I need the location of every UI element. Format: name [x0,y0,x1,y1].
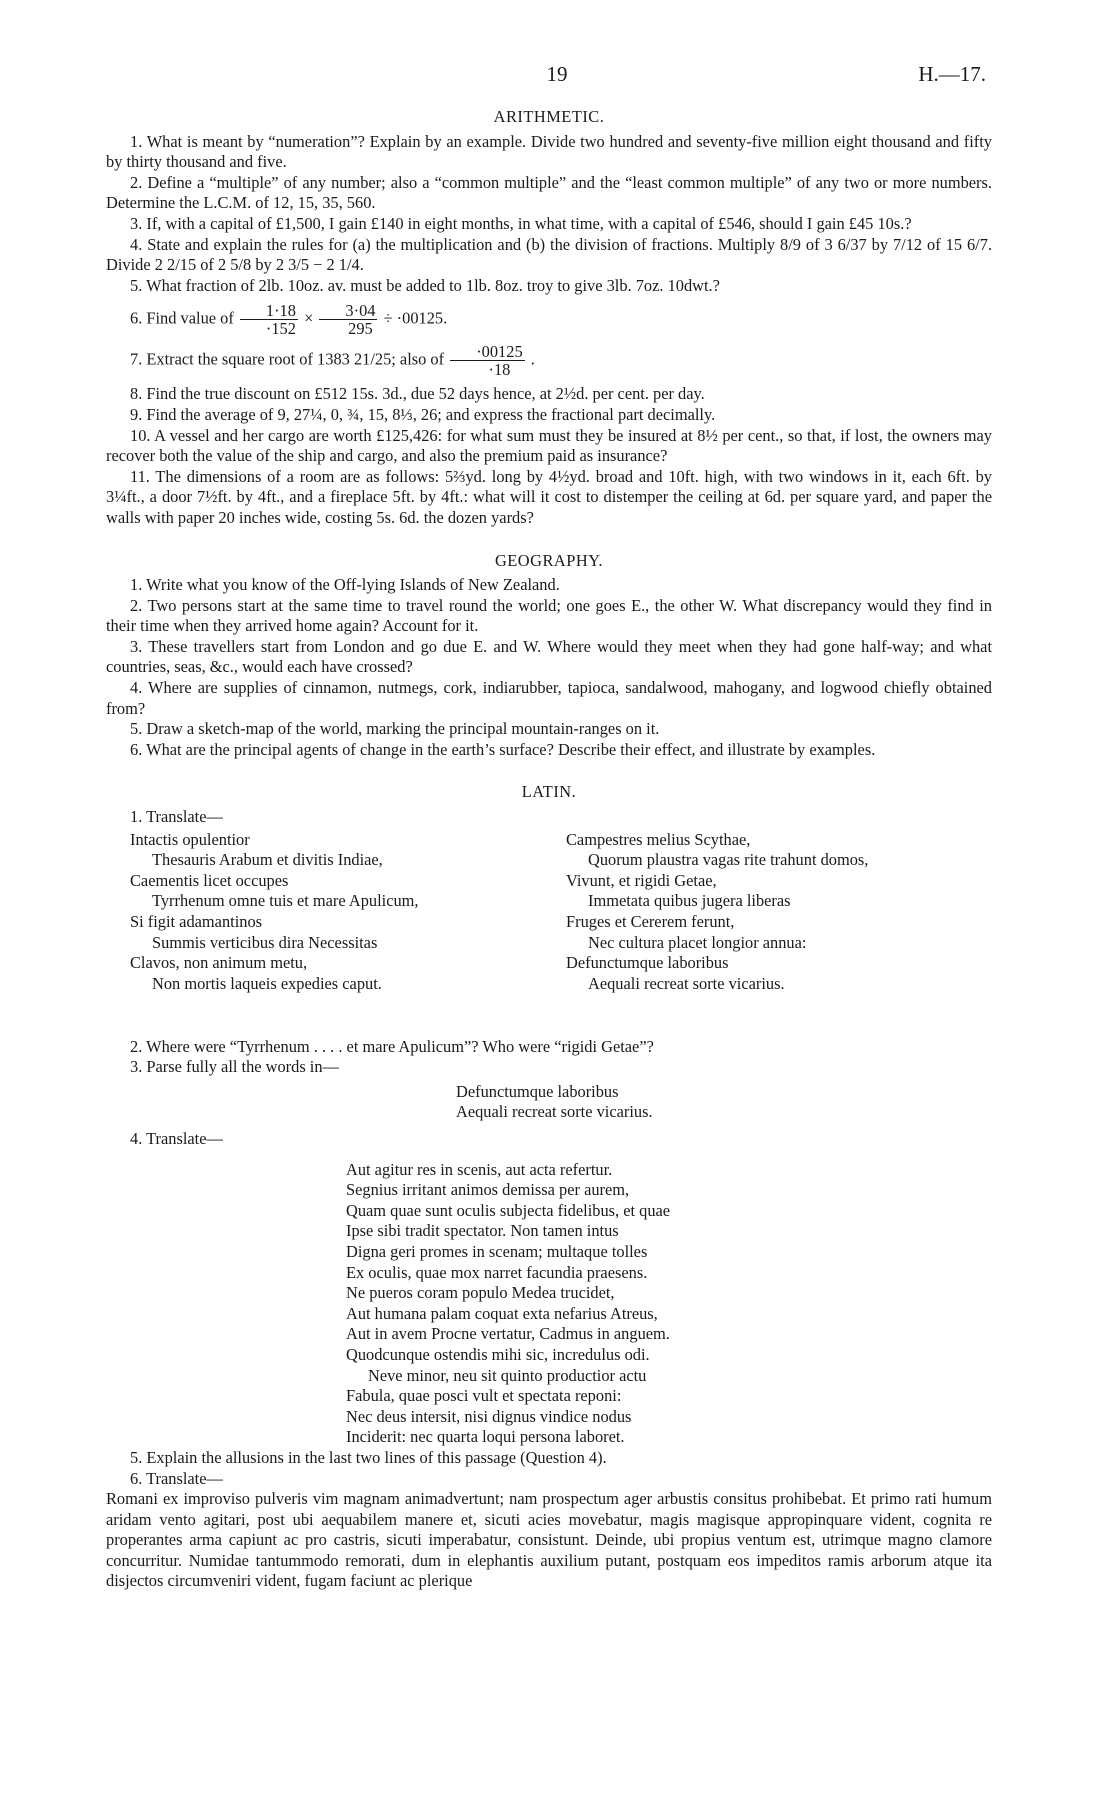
poem-line: Nec deus intersit, nisi dignus vindice nodus [346,1406,632,1426]
poem-line: Aut agitur res in scenis, aut acta refertur. [346,1159,613,1179]
ode-line: Clavos, non animum metu, [130,953,308,973]
ode-line: Caementis licet occupes [130,870,289,890]
arithmetic-question-5: 5. What fraction of 2lb. 10oz. av. must be added to 1lb. 8oz. troy to give 3lb. 7oz. 10dwt.? [130,275,720,295]
ode-line: Tyrrhenum omne tuis et mare Apulicum, [152,891,419,911]
arithmetic-question-10: 10. A vessel and her cargo are worth £125,426: for what sum must they be insured at 8½ per cent., so that, if lost, the owners may recover both the value of the ship and cargo, and also the premium paid as insurance? [106,425,992,466]
ode-line: Thesauris Arabum et divitis Indiae, [152,850,383,870]
ode-line: Nec cultura placet longior annua: [588,932,807,952]
poem-line: Quodcunque ostendis mihi sic, incredulus odi. [346,1344,650,1364]
q6-prefix: 6. Find value of [130,308,234,328]
q6-fraction-2 [319,302,377,337]
geography-heading: GEOGRAPHY. [494,550,604,570]
poem-line: Quam quae sunt oculis subjecta fidelibus, et quae [346,1200,671,1220]
ode-line: Non mortis laqueis expedies caput. [152,973,382,993]
ode-line: Vivunt, et rigidi Getae, [566,870,717,890]
latin-question-1-label: 1. Translate— [130,807,223,827]
arithmetic-question-9: 9. Find the average of 9, 27¼, 0, ¾, 15, 8⅓, 26; and express the fractional part decimally. [130,404,716,424]
geography-question-5: 5. Draw a sketch-map of the world, marking the principal mountain-ranges on it. [130,719,660,739]
ode-line: Defunctumque laboribus [566,953,729,973]
parse-line: Aequali recreat sorte vicarius. [456,1102,653,1122]
geography-question-6: 6. What are the principal agents of change in the earth’s surface? Describe their effect, and illustrate by examples. [130,739,876,759]
q6-tail: ÷ ·00125. [383,308,448,328]
latin-heading: LATIN. [521,782,577,802]
ode-line: Immetata quibus jugera liberas [588,891,791,911]
arithmetic-question-6 [106,302,992,337]
ode-line: Fruges et Cererem ferunt, [566,912,735,931]
arithmetic-question-3: 3. If, with a capital of £1,500, I gain £140 in eight months, in what time, with a capital of £546, should I gain £45 10s.? [130,213,912,233]
poem-line: Inciderit: nec quarta loqui persona laboret. [346,1427,625,1447]
page-number: 19 [546,62,568,86]
horace-passage [106,1160,992,1448]
ode-line: Si figit adamantinos [130,912,263,931]
q7-numerator: ·00125 [450,343,524,361]
ode-line: Quorum plaustra vagas rite trahunt domos, [588,850,869,870]
arithmetic-question-8: 8. Find the true discount on £512 15s. 3d., due 52 days hence, at 2½d. per cent. per day. [130,384,705,404]
q6-times: × [304,308,314,328]
ode-left-column [130,830,419,995]
ode-line: Intactis opulentior [130,829,250,849]
latin-question-2: 2. Where were “Tyrrhenum . . . . et mare Apulicum”? Who were “rigidi Getae”? [130,1036,654,1056]
q6-f2-denominator: 295 [348,319,373,339]
latin-question-3: 3. Parse fully all the words in— [130,1057,339,1077]
latin-question-4-label: 4. Translate— [130,1129,223,1148]
poem-line: Aut humana palam coquat exta nefarius Atreus, [346,1303,658,1323]
q6-f2-numerator: 3·04 [319,302,377,320]
geography-question-3: 3. These travellers start from London and go due E. and W. Where would they meet when they had gone half-way; and what countries, seas, &c., would each have crossed? [106,636,992,677]
q7-denominator: ·18 [488,360,511,380]
arithmetic-section [106,107,992,529]
poem-line: Ne pueros coram populo Medea trucidet, [346,1283,615,1303]
latin-question-3-lines [106,1082,992,1123]
arithmetic-question-4: 4. State and explain the rules for (a) the multiplication and (b) the division of fractions. Multiply 8/9 of 3 6/37 by 7/12 of 15 6/7. Divide 2 2/15 of 2 5/8 by 2 3/5 − 2 1/4. [106,234,992,275]
latin-ode-passage [106,830,992,1037]
arithmetic-question-7 [106,343,992,378]
q7-prefix: 7. Extract the square root of 1383 21/25; also of [130,349,445,369]
q7-fraction [450,343,524,378]
ode-line: Aequali recreat sorte vicarius. [588,973,785,993]
poem-line: Fabula, quae posci vult et spectata reponi: [346,1386,622,1406]
arithmetic-question-2: 2. Define a “multiple” of any number; also a “common multiple” and the “least common multiple” of any two or more numbers. Determine the L.C.M. of 12, 15, 35, 560. [106,172,992,213]
geography-question-2: 2. Two persons start at the same time to travel round the world; one goes E., the other W. What discrepancy would they find in their time when they arrived home again? Account for it. [106,595,992,636]
poem-line: Ipse sibi tradit spectator. Non tamen intus [346,1221,619,1241]
poem-line: Segnius irritant animos demissa per aurem, [346,1180,630,1200]
poem-line: Aut in avem Procne vertatur, Cadmus in anguem. [346,1324,670,1344]
q6-f1-numerator: 1·18 [240,302,298,320]
poem-line: Neve minor, neu sit quinto productior actu [368,1365,647,1385]
q6-f1-denominator: ·152 [265,319,296,339]
poem-line: Ex oculis, quae mox narret facundia praesens. [346,1262,648,1282]
geography-question-1: 1. Write what you know of the Off-lying Islands of New Zealand. [130,575,560,595]
q6-fraction-1 [240,302,298,337]
geography-section [106,551,992,761]
q7-tail: . [530,349,535,369]
arithmetic-heading: ARITHMETIC. [493,107,605,126]
page-header [0,64,1114,90]
poem-line: Digna geri promes in scenam; multaque tolles [346,1241,648,1261]
geography-question-4: 4. Where are supplies of cinnamon, nutmegs, cork, indiarubber, tapioca, sandalwood, mahogany, and logwood chiefly obtained from? [106,678,992,718]
ode-right-column [566,830,868,995]
latin-question-6-passage: Romani ex improviso pulveris vim magnam animadvertunt; nam prospectum ager arbustis consitus prohibebat. Et primo rati humum aridam vento agitari, post ubi aequabilem manere et, sicuti acies movebatur, magis magisque appropinquare vident, cognita re properantes arma capiunt ac pro castris, sicuti imperabatur, consistunt. Deinde, ubi propius ventum est, utrimque magno clamore concurritur. Numidae tantummodo remorati, dum in elephantis auxilium putant, postquam eos impeditos ramis arborum atque ita disjectos circumveniri vident, fugam faciunt ac plerique [106,1489,992,1591]
latin-question-6-label: 6. Translate— [130,1468,223,1488]
latin-question-5: 5. Explain the allusions in the last two lines of this passage (Question 4). [130,1447,607,1467]
page-content [106,107,992,1592]
arithmetic-question-1: 1. What is meant by “numeration”? Explain by an example. Divide two hundred and seventy-five million eight thousand and fifty by thirty thousand and five. [106,131,992,172]
latin-section [106,782,992,1592]
ode-line: Summis verticibus dira Necessitas [152,932,378,952]
document-reference: H.—17. [918,62,986,86]
ode-line: Campestres melius Scythae, [566,829,751,849]
parse-line: Defunctumque laboribus [456,1081,619,1101]
arithmetic-question-11: 11. The dimensions of a room are as follows: 5⅔yd. long by 4½yd. broad and 10ft. high, with two windows in it, each 6ft. by 3¼ft., a door 7½ft. by 4ft., and a fireplace 5ft. by 4ft.: what will it cost to distemper the ceiling at 6d. per square yard, and paper the walls with paper 20 inches wide, costing 5s. 6d. the dozen yards? [106,466,992,527]
